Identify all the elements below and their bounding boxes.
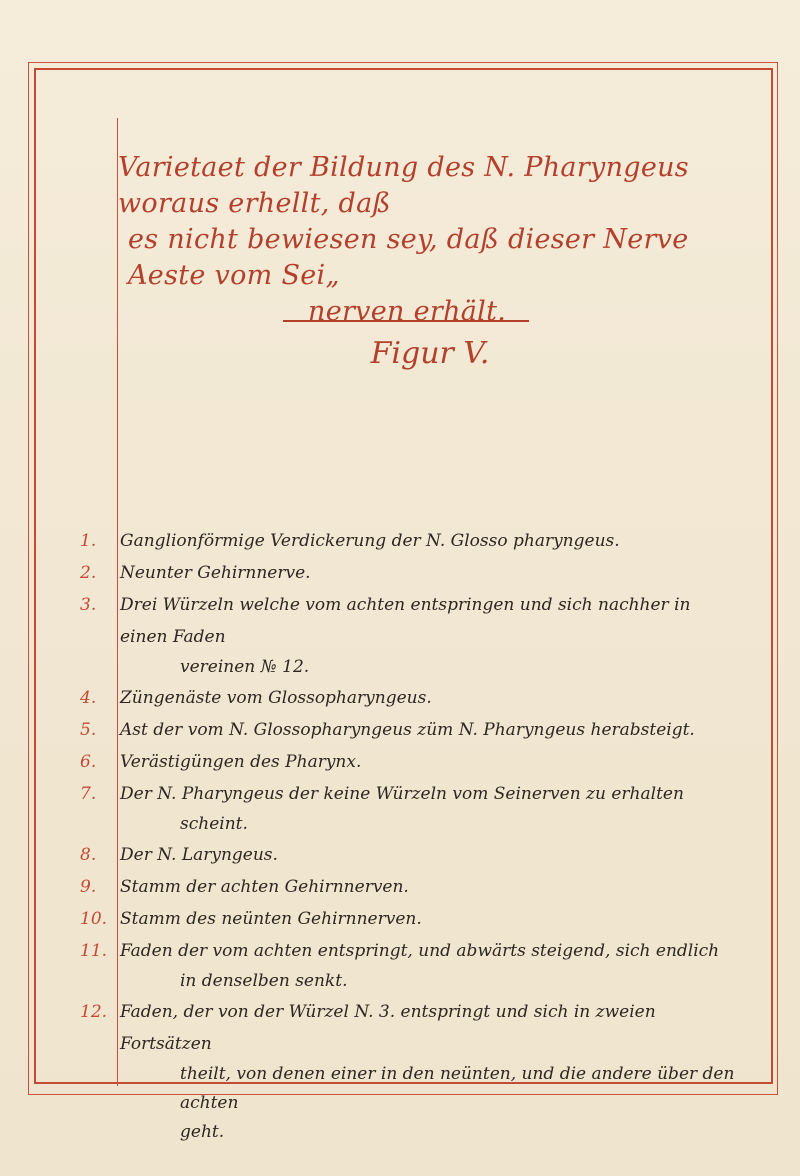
legend-item-continuation: in denselben senkt. xyxy=(180,971,348,991)
legend-item xyxy=(60,682,740,714)
legend-list xyxy=(60,525,740,1147)
legend-item-number: 2. xyxy=(80,563,97,583)
figure-label: Figur V. xyxy=(370,336,490,371)
legend-item-number: 3. xyxy=(80,595,97,615)
legend-item-continuation: geht. xyxy=(180,1122,225,1142)
title-line-1: Varietaet der Bildung des N. Pharyngeus woraus erhellt, daß xyxy=(118,152,689,219)
legend-item-continuation: scheint. xyxy=(180,814,248,834)
legend-item-number: 6. xyxy=(80,752,97,772)
legend-item-text: Ast der vom N. Glossopharyngeus züm N. Pharyngeus herabsteigt. xyxy=(120,720,695,740)
title-line-3: nerven erhält. xyxy=(308,296,507,327)
legend-item-number: 8. xyxy=(80,845,97,865)
legend-item xyxy=(60,903,740,935)
legend-item xyxy=(60,935,740,996)
legend-item xyxy=(60,557,740,589)
legend-item-number: 11. xyxy=(80,941,108,961)
legend-item xyxy=(60,996,740,1147)
legend-item-continuation: theilt, von denen einer in den neünten, und die andere über den achten xyxy=(180,1064,735,1113)
legend-item-number: 9. xyxy=(80,877,97,897)
title-block xyxy=(110,150,750,376)
legend-item-number: 5. xyxy=(80,720,97,740)
legend-item-text: Faden, der von der Würzel N. 3. entspringt und sich in zweien Fortsätzen xyxy=(120,1002,656,1054)
legend-item-text: Neunter Gehirnnerve. xyxy=(120,563,311,583)
legend-item-number: 4. xyxy=(80,688,97,708)
legend-item-continuation: vereinen № 12. xyxy=(180,657,310,677)
legend-item-text: Stamm des neünten Gehirnnerven. xyxy=(120,909,422,929)
title-underline xyxy=(283,320,529,322)
legend-item-text: Drei Würzeln welche vom achten entspringen und sich nachher in einen Faden xyxy=(120,595,691,647)
legend-item-text: Der N. Laryngeus. xyxy=(120,845,278,865)
legend-item-text: Ganglionförmige Verdickerung der N. Glosso pharyngeus. xyxy=(120,531,620,551)
title-line-2: es nicht bewiesen sey, daß dieser Nerve Aeste vom Sei„ xyxy=(128,224,689,291)
legend-item xyxy=(60,778,740,839)
legend-item xyxy=(60,871,740,903)
legend-item-number: 12. xyxy=(80,1002,108,1022)
legend-item xyxy=(60,714,740,746)
legend-item-text: Faden der vom achten entspringt, und abwärts steigend, sich endlich xyxy=(120,941,720,961)
legend-item-number: 1. xyxy=(80,531,97,551)
legend-item xyxy=(60,746,740,778)
legend-item-text: Der N. Pharyngeus der keine Würzeln vom Seinerven zu erhalten xyxy=(120,784,684,804)
legend-item-text: Verästigüngen des Pharynx. xyxy=(120,752,362,772)
legend-item-text: Züngenäste vom Glossopharyngeus. xyxy=(120,688,432,708)
legend-item xyxy=(60,525,740,557)
legend-item-number: 7. xyxy=(80,784,97,804)
legend-item-text: Stamm der achten Gehirnnerven. xyxy=(120,877,409,897)
legend-item xyxy=(60,589,740,682)
legend-item xyxy=(60,839,740,871)
legend-item-number: 10. xyxy=(80,909,108,929)
